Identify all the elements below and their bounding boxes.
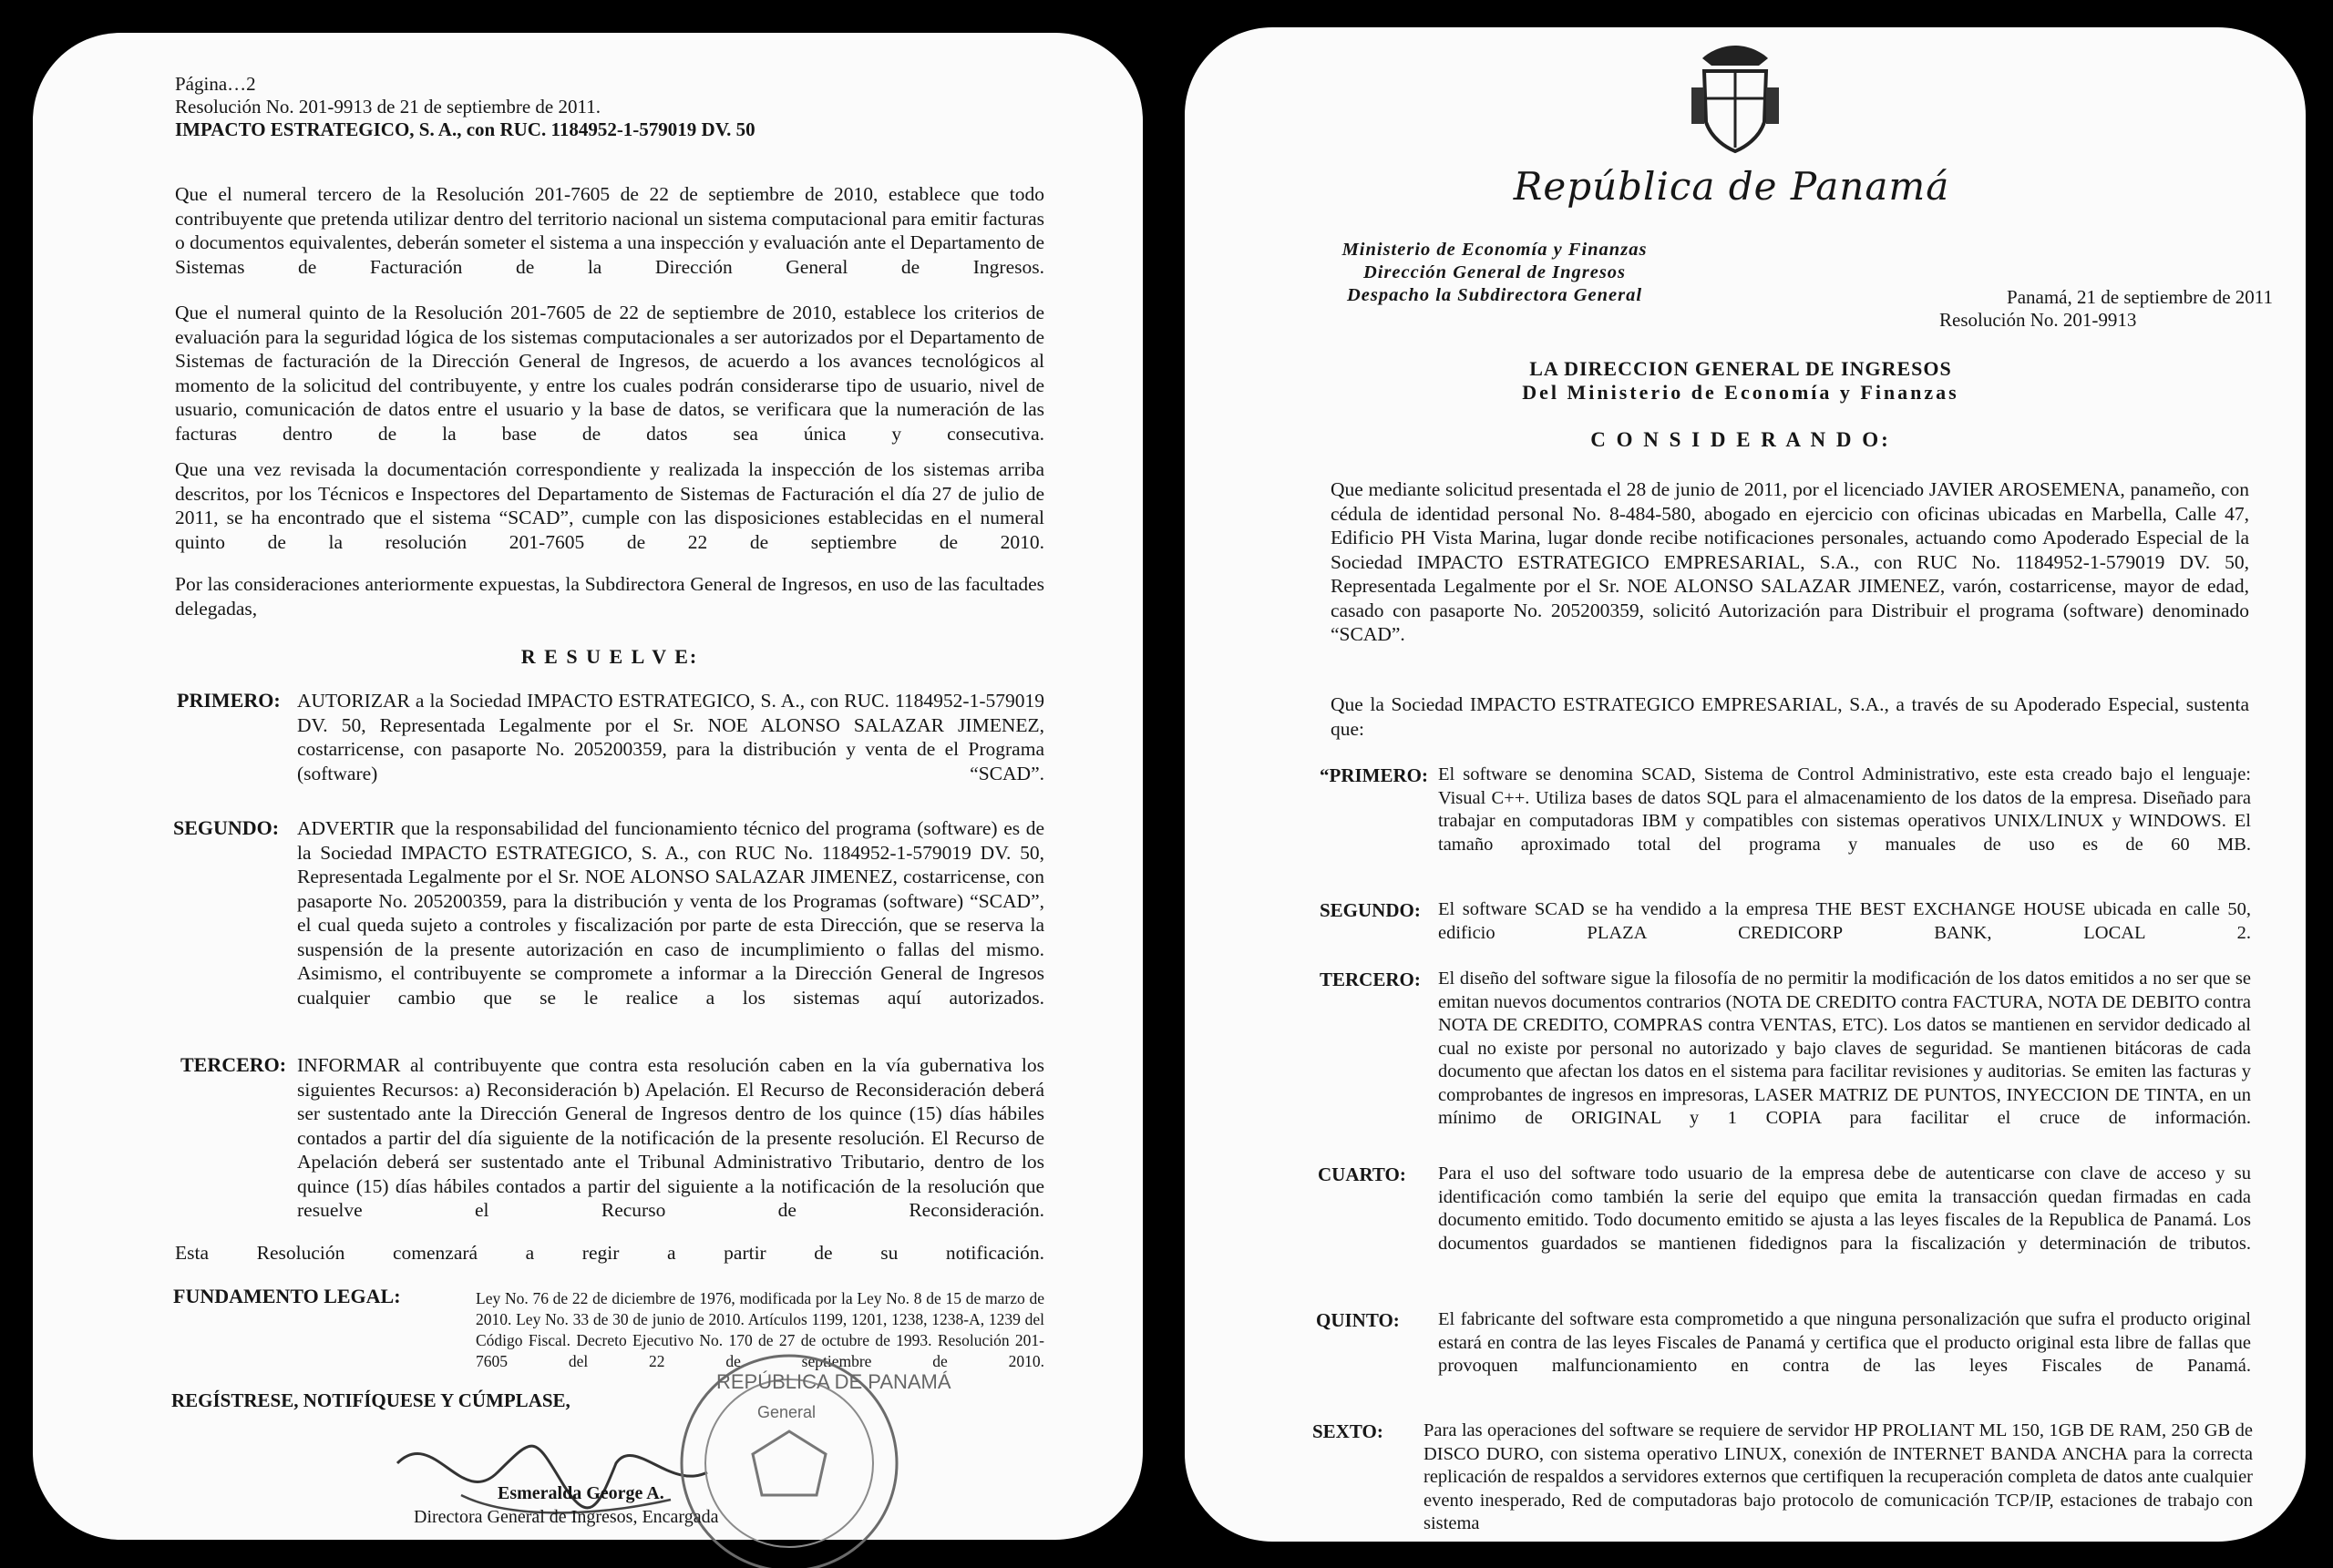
directorate-name: Dirección General de Ingresos — [1362, 262, 1627, 282]
fundamento-legal-text: Ley No. 76 de 22 de diciembre de 1976, modificada por la Ley No. 8 de 15 de marzo de 2010. Ley No. 33 de 30 de junio de 2010. Artículos 1199, 1201, 1238, 1238-A, 1239 del Código Fiscal. Decreto Ejecutivo No. 170 de 27 de octubre de 1993. Resolución 201-7605 del 22 de septiembre de 2010. — [476, 1289, 1044, 1370]
paragraph-consideraciones: Por las consideraciones anteriormente expuestas, la Subdirectora General de Ingresos, en uso de las facultades delegadas, — [175, 573, 1044, 620]
article-text-primero: AUTORIZAR a la Sociedad IMPACTO ESTRATEGICO, S. A., con RUC. 1184952-1-579019 DV. 50, Representada Legalmente por el Sr. NOE ALONSO SALAZAR JIMENEZ, costarricense, con pasaporte No. 205200359, para la distribución y venta de el Programa (software) “SCAD”. — [297, 690, 1044, 784]
clause-text-tercero: El diseño del software sigue la filosofía de no permitir la modificación de los datos emitidos a no ser que se emitan nuevos documentos contrarios (NOTA DE CREDITO contra FACTURA, NOTA DE DEBITO contra NOTA DE CREDITO, COMPRAS contra VENTAS, ETC). Los datos se mantienen en servidor dedicado al cual no existe por personal no autorizado y bajo claves de seguridad. Se mantienen bitácoras de cada documento que afectan los datos en el sistema para facilitar revisiones y auditorias. Se emiten las facturas y comprobantes de ingresos en impresoras, LASER MATRIZ DE PUNTOS, INYECCION DE TINTA, en un mínimo de ORIGINAL y 1 COPIA para facilitar el cruce de información. — [1438, 968, 2251, 1128]
clause-text-cuarto: Para el uso del software todo usuario de la empresa debe de autenticarse con clave de acceso y su identificación como también la serie del equipo que emita la transacción quedan firmadas en cada documento emitido. Todo documento emitido se ajusta a las leyes fiscales de la Republica de Panamá. Los documentos guardados se mantienen fidedignos para la fiscalización y determinación de tributos. — [1438, 1163, 2251, 1254]
seal-text: REPÚBLICA DE PANAMÁ — [716, 1370, 951, 1393]
vigencia-statement: Esta Resolución comenzará a regir a partir de su notificación. — [175, 1242, 1044, 1264]
authority-line-1: LA DIRECCION GENERAL DE INGRESOS — [1529, 357, 1952, 380]
paragraph-solicitud: Que mediante solicitud presentada el 28 de junio de 2011, por el licenciado JAVIER AROSEMENA, panameño, con cédula de identidad personal No. 8-484-580, abogado en ejercicio con oficinas ubicadas en Marbella, Calle 47, Edificio PH Vista Marina, lugar donde recibe notificaciones personales, actuando como Apoderado Especial de la Sociedad IMPACTO ESTRATEGICO EMPRESARIAL, S.A., con RUC No. 1184952-1-579019 DV. 50, Representada Legalmente por el Sr. NOE ALONSO SALAZAR JIMENEZ, varón, costarricense, mayor de edad, casado con pasaporte No. 205200359, solicitó Autorización para Distribuir el programa (software) denominado “SCAD”. — [1331, 478, 2249, 645]
article-text-tercero: INFORMAR al contribuyente que contra esta resolución caben en la vía gubernativa los siguientes Recursos: a) Reconsideración b) Apelación. El Recurso de Reconsideración deberá ser sustentado ante la Dirección General de Ingresos dentro de los quince (15) días hábiles contados a partir del día siguiente de la notificación de la presente resolución. El Recurso de Apelación deberá ser sustentado ante el Tribunal Administrativo Tributario, dentro de los quince (15) días hábiles contados a partir del siguiente a la notificación de la resolución que resuelve el Recurso de Reconsideración. — [297, 1054, 1044, 1221]
clause-label-segundo: SEGUNDO: — [1320, 899, 1421, 921]
document-page-2 — [33, 33, 1143, 1540]
clause-label-quinto: QUINTO: — [1316, 1309, 1400, 1331]
resolution-reference: Resolución No. 201-9913 de 21 de septiembre de 2011. — [175, 96, 601, 118]
clause-text-segundo: El software SCAD se ha vendido a la empresa THE BEST EXCHANGE HOUSE ubicada en calle 50, edificio PLAZA CREDICORP BANK, LOCAL 2. — [1438, 899, 2251, 943]
paragraph-inspeccion: Que una vez revisada la documentación correspondiente y realizada la inspección de los sistemas arriba descritos, por los Técnicos e Inspectores del Departamento de Sistemas de Facturación el día 27 de julio de 2011, se ha encontrado que el sistema “SCAD”, cumple con las disposiciones establecidas en el numeral quinto de la resolución 201-7605 de 22 de septiembre de 2010. — [175, 458, 1044, 553]
authority-line-2: Del Ministerio de Economía y Finanzas — [1522, 381, 1959, 404]
paragraph-sustenta: Que la Sociedad IMPACTO ESTRATEGICO EMPRESARIAL, S.A., a través de su Apoderado Especial, sustenta que: — [1331, 693, 2249, 740]
article-label-tercero: TERCERO: — [180, 1053, 287, 1076]
coat-of-arms-icon — [1684, 38, 1786, 157]
resolution-number: Resolución No. 201-9913 — [1939, 309, 2137, 331]
article-label-primero: PRIMERO: — [177, 689, 281, 712]
document-date: Panamá, 21 de septiembre de 2011 — [2007, 286, 2273, 308]
article-text-segundo: ADVERTIR que la responsabilidad del funcionamiento técnico del programa (software) es de la Sociedad IMPACTO ESTRATEGICO, S. A., con RUC No. 1184952-1-579019 DV. 50, Representada Legalmente por el Sr. NOE ALONSO SALAZAR JIMENEZ, costarricense, con pasaporte No. 205200359, para la distribución y venta de los Programas (software) “SCAD”, el cual queda sujeto a controles y fiscalización por parte de esta Dirección, que se reserva la suspensión de la presente autorización en caso de incumplimiento o fallas del mismo. Asimismo, el contribuyente se compromete a informar a la Dirección General de Ingresos cualquier cambio que se le realice a los sistemas aquí autorizados. — [297, 817, 1044, 1009]
country-heading: República de Panamá — [1513, 164, 1950, 209]
closing-formula: REGÍSTRESE, NOTIFÍQUESE Y CÚMPLASE, — [171, 1389, 570, 1411]
clause-label-cuarto: CUARTO: — [1318, 1163, 1406, 1185]
considerando-heading: C O N S I D E R A N D O: — [1590, 428, 1891, 451]
clause-label-tercero: TERCERO: — [1320, 968, 1421, 990]
company-reference: IMPACTO ESTRATEGICO, S. A., con RUC. 1184952-1-579019 DV. 50 — [175, 118, 755, 140]
fundamento-legal-label: FUNDAMENTO LEGAL: — [173, 1285, 401, 1307]
ministry-name: Ministerio de Economía y Finanzas — [1341, 240, 1648, 260]
clause-text-primero: El software se denomina SCAD, Sistema de Control Administrativo, este esta creado bajo el lenguaje: Visual C++. Utiliza bases de datos SQL para el almacenamiento de los datos de la empresa. Diseñado para trabajar en computadoras IBM y compatibles con sistemas operativos UNIX/LINUX y WINDOWS. El tamaño aproximado total del programa y manuales de uso es de 60 MB. — [1438, 764, 2251, 855]
document-page-1 — [1185, 27, 2306, 1542]
resuelve-heading: R E S U E L V E: — [520, 645, 699, 668]
clause-text-sexto: Para las operaciones del software se requiere de servidor HP PROLIANT ML 150, 1GB DE RAM, 250 GB de DISCO DURO, con sistema operativo LINUX, conexión de INTERNET BANDA ANCHA para la correcta replicación de respaldos a servidores externos que certifiquen la recuperación completa de datos ante cualquier evento inesperado, Red de computadoras bajo protocolo de comunicación TCP/IP, estaciones de trabajo con sistema — [1423, 1420, 2253, 1533]
signer-name: Esmeralda George A. — [498, 1483, 664, 1503]
clause-text-quinto: El fabricante del software esta comprometido a que ninguna personalización que sufra el producto original estará en contra de las leyes Fiscales de Panamá y certifica que el producto original esta libre de fallas que provoquen malfuncionamiento en contra de las leyes Fiscales de Panamá. — [1438, 1309, 2251, 1376]
paragraph-numeral-tercero: Que el numeral tercero de la Resolución 201-7605 de 22 de septiembre de 2010, establece que todo contribuyente que pretenda utilizar dentro del territorio nacional un sistema computacional para emitir facturas o documentos equivalentes, deberán someter el sistema a una inspección y evaluación ante el Departamento de Sistemas de Facturación de la Dirección General de Ingresos. — [175, 183, 1044, 278]
office-name: Despacho la Subdirectora General — [1346, 285, 1643, 305]
date-and-resolution — [1881, 286, 2273, 332]
page-number: Página…2 — [175, 73, 256, 95]
clause-label-sexto: SEXTO: — [1312, 1420, 1383, 1442]
clause-label-primero: “PRIMERO: — [1320, 764, 1428, 786]
page-header — [175, 73, 813, 141]
signer-title: Directora General de Ingresos, Encargada — [414, 1507, 719, 1527]
issuing-authority — [1458, 357, 2023, 405]
paragraph-numeral-quinto: Que el numeral quinto de la Resolución 201-7605 de 22 de septiembre de 2010, establece los criterios de evaluación para la seguridad lógica de los sistemas computacionales a ser autorizados por el Departamento de Sistemas de facturación de la Dirección General de Ingresos, de acuerdo a los avances tecnológicos al momento de la solicitud del contribuyente, y entre los cuales podrán considerarse tipo de usuario, nivel de usuario, comunicación de datos entre el usuario y la base de datos, se verificara que la numeración de las facturas dentro de la base de datos sea única y consecutiva. — [175, 302, 1044, 445]
seal-inner-text: General — [757, 1403, 817, 1421]
issuing-office — [1285, 239, 1704, 307]
article-label-segundo: SEGUNDO: — [173, 816, 280, 839]
